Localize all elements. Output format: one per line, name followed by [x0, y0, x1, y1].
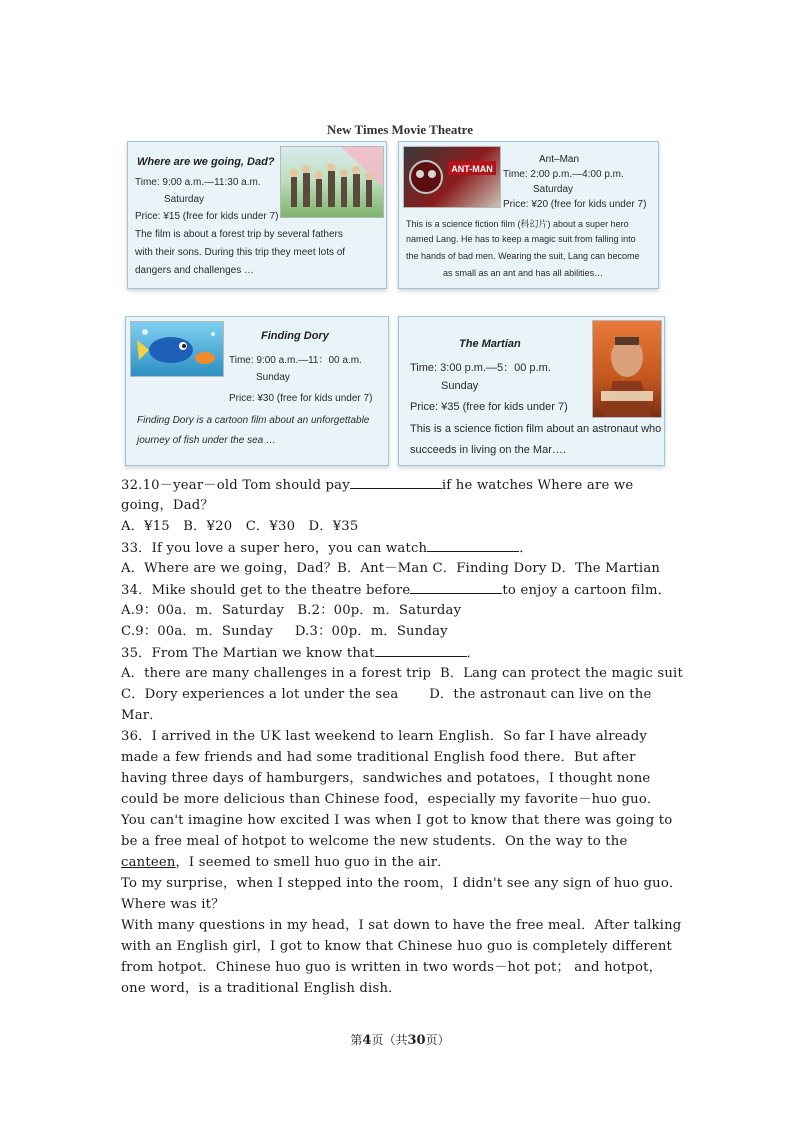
movie-card-where-are-we-going — [127, 141, 387, 289]
passage-line: Where was it？ — [121, 897, 225, 912]
question-34 — [121, 579, 691, 600]
underlined-word: canteen — [121, 855, 176, 870]
page-footer — [0, 1031, 800, 1048]
question-32-cont: going，Dad？ — [121, 498, 214, 513]
passage-line: could be more delicious than Chinese food，especially my favorite－huo guo． — [121, 792, 661, 807]
ant-man-poster-image — [403, 146, 501, 208]
movie-card-ant-man — [398, 141, 659, 289]
passage-line: with an English girl，I got to know that Chinese huo guo is completely different — [121, 939, 673, 954]
movie-desc-line: The film is about a forest trip by several fathers — [135, 229, 343, 240]
movie-desc-line: named Lang. He has to keep a magic suit from falling into — [406, 234, 636, 244]
movie-price: Price: ¥35 (free for kids under 7) — [410, 401, 568, 413]
movie-time: Time: 9:00 a.m.—11：00 a.m. — [229, 355, 362, 366]
movie-time: Time: 3:00 p.m.—5：00 p.m. — [410, 362, 551, 374]
question-text: ． — [519, 541, 533, 556]
question-34-options-ab: A.9：00a．m．Saturday B.2：00p．m．Saturday — [121, 603, 462, 618]
passage-line: having three days of hamburgers，sandwiches and potatoes，I thought none — [121, 771, 651, 786]
movie-title: Finding Dory — [261, 330, 329, 342]
question-text: to enjoy a cartoon film． — [502, 583, 672, 598]
current-page-number: 4 — [362, 1033, 372, 1048]
movie-desc-line: This is a science fiction film about an astronaut who — [410, 423, 662, 435]
question-33 — [121, 537, 691, 558]
movie-card-finding-dory — [125, 316, 389, 466]
movie-price: Price: ¥15 (free for kids under 7) — [135, 211, 279, 222]
family-photo-image — [280, 146, 384, 218]
question-35-options-cd: C．Dory experiences a lot under the sea D．the astronaut can live on the — [121, 687, 652, 702]
question-32 — [121, 474, 691, 495]
question-text: 32.10－year－old Tom should pay — [121, 478, 350, 493]
movie-title: Where are we going, Dad? — [137, 156, 275, 168]
movie-desc-line: Finding Dory is a cartoon film about an unforgettable — [137, 415, 370, 426]
question-text: 35．From The Martian we know that — [121, 646, 375, 661]
movie-desc-line: dangers and challenges … — [135, 265, 254, 276]
question-text: 33．If you love a super hero，you can watch — [121, 541, 428, 556]
movie-desc-line: succeeds in living on the Mar…. — [410, 444, 566, 456]
movie-day: Saturday — [164, 194, 205, 205]
question-text: ． — [466, 646, 481, 661]
movie-time: Time: 2:00 p.m.—4:00 p.m. — [503, 169, 624, 180]
question-35-options-ab: A．there are many challenges in a forest trip B．Lang can protect the magic suit — [121, 666, 683, 681]
question-section — [121, 474, 691, 999]
passage-line: To my surprise，when I stepped into the room，I didn't see any sign of huo guo． — [121, 876, 683, 891]
movie-time: Time: 9:00 a.m.—11:30 a.m. — [135, 177, 261, 188]
answer-blank[interactable] — [410, 579, 502, 594]
footer-text: 页（共 — [371, 1033, 408, 1047]
footer-text: 第 — [350, 1033, 363, 1047]
footer-text: 页） — [425, 1033, 450, 1047]
answer-blank[interactable] — [375, 642, 467, 657]
answer-blank[interactable] — [350, 474, 442, 489]
question-text: 34．Mike should get to the theatre before — [121, 583, 411, 598]
passage-line: With many questions in my head，I sat down to have the free meal．After talking — [121, 918, 682, 933]
question-35-options-cont: Mar． — [121, 708, 163, 723]
question-text: if he watches Where are we — [441, 478, 634, 493]
answer-blank[interactable] — [427, 537, 519, 552]
movie-title: The Martian — [459, 338, 521, 350]
question-34-options-cd: C.9：00a．m．Sunday D.3：00p．m．Sunday — [121, 624, 448, 639]
movie-price: Price: ¥30 (free for kids under 7) — [229, 393, 373, 404]
movie-day: Sunday — [256, 372, 290, 383]
total-page-number: 30 — [407, 1033, 426, 1048]
passage-line: made a few friends and had some traditional English food there．But after — [121, 750, 636, 765]
movie-desc-line: journey of fish under the sea … — [137, 435, 276, 446]
passage-line: 36．I arrived in the UK last weekend to learn English．So far I have already — [121, 729, 648, 744]
movie-day: Sunday — [441, 380, 479, 392]
finding-dory-poster-image — [130, 321, 224, 377]
poster-title: New Times Movie Theatre — [327, 122, 473, 137]
question-32-options: A．¥15 B．¥20 C．¥30 D．¥35 — [121, 519, 359, 534]
passage-line: be a free meal of hotpot to welcome the new students．On the way to the — [121, 834, 628, 849]
movie-desc-line: with their sons. During this trip they meet lots of — [135, 247, 346, 258]
passage-line: from hotpot．Chinese huo guo is written in two words－hot pot； and hotpot， — [121, 960, 663, 975]
question-33-options: A．Where are we going，Dad？B．Ant－Man C．Finding Dory D．The Martian — [121, 561, 661, 576]
movie-desc-line: This is a science fiction film (科幻片) about a super hero — [406, 219, 629, 229]
passage-line: You can't imagine how excited I was when I got to know that there was going to — [121, 813, 673, 828]
movie-title: Ant–Man — [539, 154, 580, 165]
ant-man-logo-text: ANT-MAN — [451, 164, 493, 174]
movie-day: Saturday — [533, 184, 574, 195]
passage-text: ，I seemed to smell huo guo in the air． — [175, 855, 451, 870]
question-35 — [121, 642, 691, 663]
the-martian-poster-image — [592, 320, 662, 418]
movie-desc-line: the hands of bad men. Wearing the suit, Lang can become — [406, 251, 640, 261]
movie-price: Price: ¥20 (free for kids under 7) — [503, 199, 647, 210]
passage-line — [121, 852, 691, 873]
movie-desc-line: as small as an ant and has all abilities… — [443, 268, 604, 278]
passage-line: one word，is a traditional English dish． — [121, 981, 402, 996]
movie-card-the-martian — [398, 316, 665, 466]
